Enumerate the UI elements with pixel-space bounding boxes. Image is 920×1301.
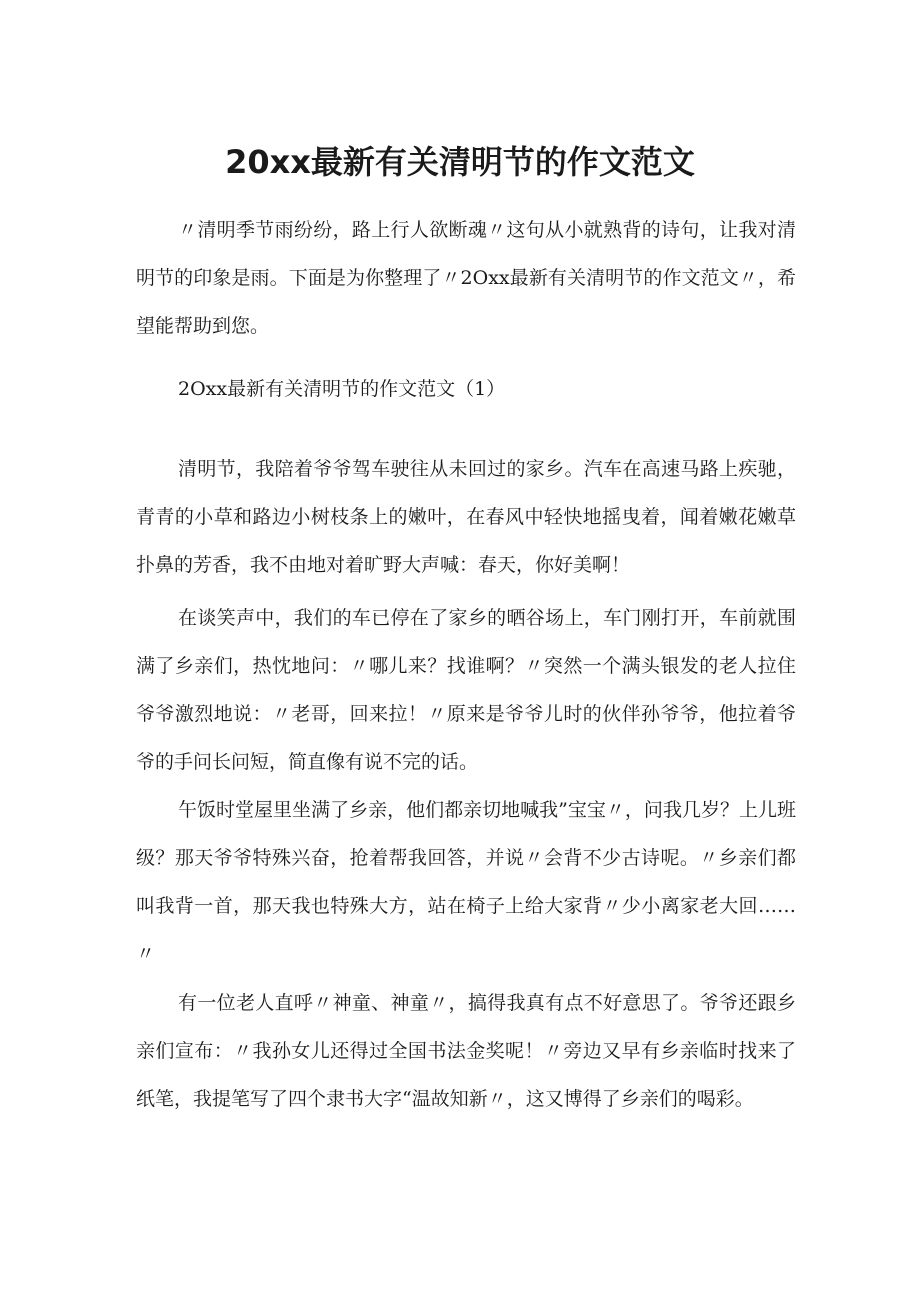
document-title: 20xx最新有关清明节的作文范文 [225,143,695,181]
essay-subheading: 2Oxx最新有关清明节的作文范文（1） [178,378,506,400]
intro-paragraph: 〃清明季节雨纷纷，路上行人欲断魂〃这句从小就熟背的诗句，让我对清明节的印象是雨。下面是为你整理了〃2Oxx最新有关清明节的作文范文〃，希望能帮助到您。 [136,219,796,337]
essay-paragraph: 午饭时堂屋里坐满了乡亲，他们都亲切地喊我”宝宝〃，问我几岁？上儿班级？那天爷爷特殊兴奋，抢着帮我回答，并说〃会背不少古诗呢。〃乡亲们都叫我背一首，那天我也特殊大方，站在椅子上给大家背〃少小离家老大回……〃 [136,799,796,965]
essay-paragraph: 在谈笑声中，我们的车已停在了家乡的晒谷场上，车门刚打开，车前就围满了乡亲们，热忱地问：〃哪儿来？找谁啊？〃突然一个满头银发的老人拉住爷爷激烈地说：〃老哥，回来拉！〃原来是爷爷儿时的伙伴孙爷爷，他拉着爷爷的手问长问短，简直像有说不完的话。 [136,607,796,773]
essay-paragraph: 有一位老人直呼〃神童、神童〃，搞得我真有点不好意思了。爷爷还跟乡亲们宣布：〃我孙女儿还得过全国书法金奖呢！〃旁边又早有乡亲临时找来了纸笔，我提笔写了四个隶书大字“温故知新〃，这又博得了乡亲们的喝彩。 [136,992,796,1110]
essay-paragraph: 清明节，我陪着爷爷驾车驶往从未回过的家乡。汽车在高速马路上疾驰，青青的小草和路边小树枝条上的嫩叶，在春风中轻快地摇曳着，闻着嫩花嫩草扑鼻的芳香，我不由地对着旷野大声喊：春天，你好美啊！ [136,458,796,576]
